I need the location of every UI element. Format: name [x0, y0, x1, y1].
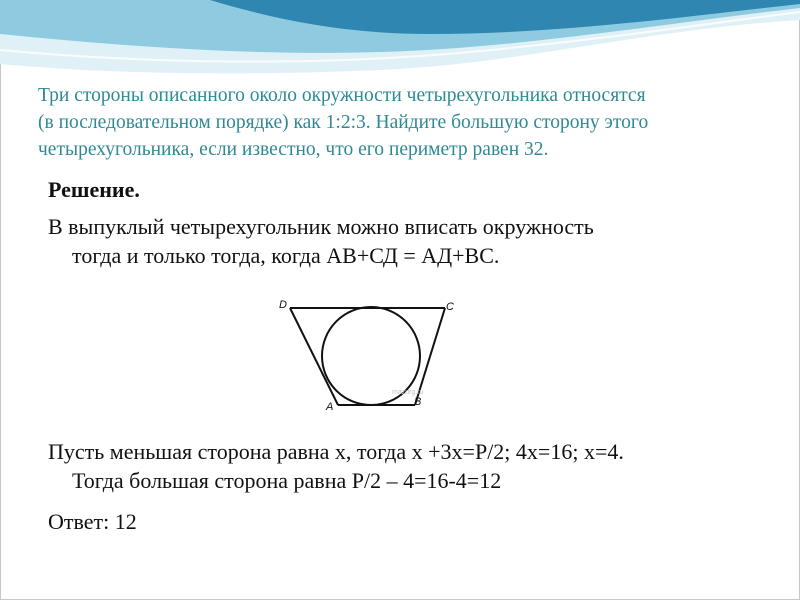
wave-header-decoration	[0, 0, 800, 90]
inscribed-circle-figure	[268, 292, 468, 416]
problem-line-2: (в последовательном порядке) как 1:2:3. Найдите большую сторону этого	[38, 112, 649, 133]
solution-paragraph-2-line-2: Тогда большая сторона равна Р/2 – 4=16-4=12	[72, 468, 502, 493]
vertex-label-D: D	[279, 299, 287, 311]
problem-line-3: четырехугольника, если известно, что его периметр равен 32.	[38, 139, 549, 160]
left-side-DA	[290, 308, 338, 405]
figure-watermark: mazurg.ru	[392, 389, 424, 396]
solution-paragraph-2	[48, 437, 768, 495]
vertex-label-C: C	[446, 301, 454, 313]
vertex-label-A: A	[326, 401, 334, 413]
vertex-label-B: B	[414, 396, 422, 408]
answer-line: Ответ: 12	[48, 509, 137, 534]
solution-paragraph-1-line-1: В выпуклый четырехугольник можно вписать окружность	[48, 214, 594, 239]
problem-line-1: Три стороны описанного около окружности четырехугольника относятся	[38, 85, 646, 106]
problem-statement	[38, 82, 758, 163]
solution-paragraph-2-line-1: Пусть меньшая сторона равна х, тогда х +3х=Р/2; 4х=16; х=4.	[48, 439, 624, 464]
solution-heading: Решение.	[48, 177, 140, 202]
solution-paragraph-1-line-2: тогда и только тогда, когда АВ+СД = АД+ВС.	[72, 243, 500, 268]
solution-paragraph-1	[48, 212, 768, 270]
